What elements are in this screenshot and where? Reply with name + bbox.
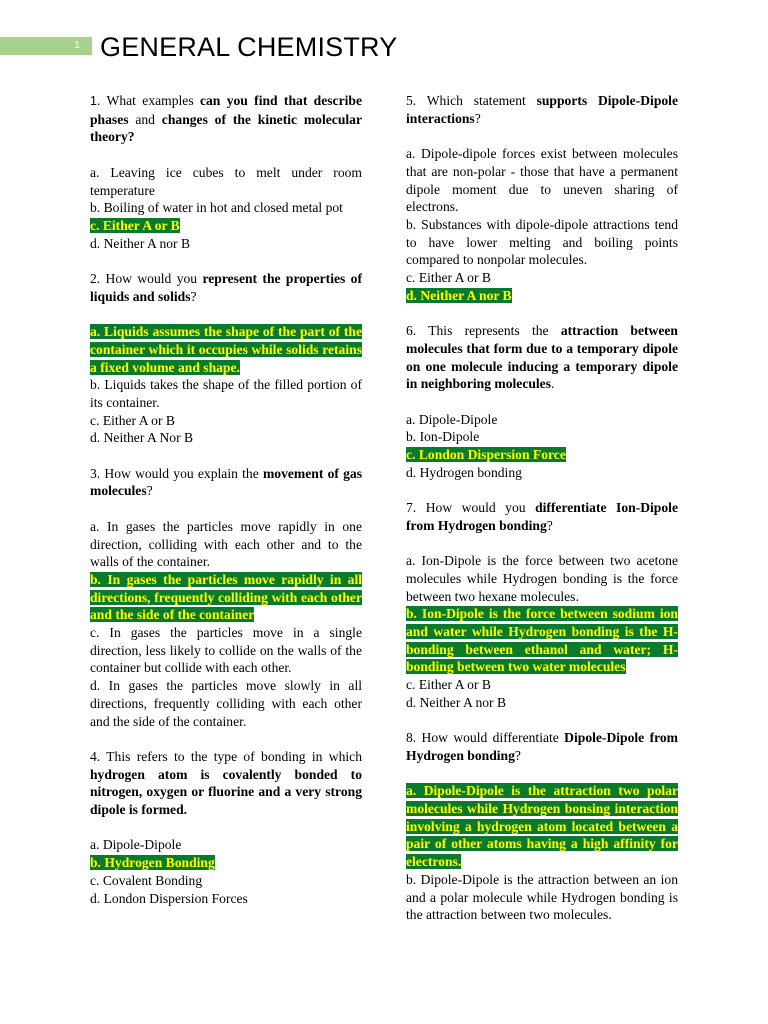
question-8 [406, 729, 678, 924]
question-5-option-b: b. Substances with dipole-dipole attractions tend to have lower melting and boiling points compared to nonpolar molecules. [406, 216, 678, 268]
question-1-option-b: b. Boiling of water in hot and closed metal pot [90, 200, 343, 216]
question-3-option-c: c. In gases the particles move in a single direction, less likely to collide on the walls of the container but collide with each other. [90, 625, 362, 676]
question-8-stem: 8. How would differentiate Dipole-Dipole from Hydrogen bonding? [406, 730, 679, 763]
question-2-option-c: c. Either A or B [90, 412, 175, 428]
question-8-option-b: b. Dipole-Dipole is the attraction between an ion and a polar molecule while Hydrogen bonding is the attraction between two molecules. [406, 871, 678, 923]
question-4 [90, 748, 362, 907]
question-8-option-a-answer: a. Dipole-Dipole is the attraction two polar molecules while Hydrogen bonsing interaction involving a hydrogen atom located between a pair of other atoms having a high affinity for electrons. [406, 783, 678, 870]
question-3 [90, 465, 362, 731]
question-6-stem: 6. This represents the attraction between molecules that form due to a temporary dipole on one molecule inducing a temporary dipole in neighboring molecules. [406, 323, 678, 392]
page-number: 1 [74, 40, 80, 51]
question-1-stem: 1. What examples can you find that describe phases and changes of the kinetic molecular theory? [90, 93, 362, 145]
question-2 [90, 270, 362, 447]
question-4-option-a: a. Dipole-Dipole [90, 837, 182, 853]
question-3-option-d: d. In gases the particles move slowly in all directions, frequently colliding with each other and the side of the container. [90, 678, 362, 729]
right-column [406, 92, 678, 942]
question-1-option-d: d. Neither A nor B [90, 235, 191, 251]
question-4-option-d: d. London Dispersion Forces [90, 890, 248, 906]
question-5-option-c: c. Either A or B [406, 270, 491, 286]
question-2-option-a-answer: a. Liquids assumes the shape of the part of the container which it occupies while solids retains a fixed volume and shape. [90, 324, 362, 375]
question-3-option-b-answer: b. In gases the particles move rapidly in all directions, frequently colliding with each other and the side of the container [90, 571, 362, 623]
question-2-option-b: b. Liquids takes the shape of the filled portion of its container. [90, 377, 362, 410]
question-5 [406, 92, 678, 304]
question-5-stem: 5. Which statement supports Dipole-Dipole interactions? [406, 93, 678, 126]
question-7-option-b-answer: b. Ion-Dipole is the force between sodium ion and water while Hydrogen bonding is the H-bonding between ethanol and water; H-bonding between two water molecules [406, 606, 678, 675]
question-7 [406, 499, 678, 711]
question-7-option-a: a. Ion-Dipole is the force between two acetone molecules while Hydrogen bonding is the force between two hexane molecules. [406, 553, 678, 604]
left-column [90, 92, 362, 925]
question-4-option-c: c. Covalent Bonding [90, 872, 203, 888]
question-3-option-a: a. In gases the particles move rapidly in one direction, colliding with each other and to the walls of the container. [90, 518, 362, 570]
question-7-option-d: d. Neither A nor B [406, 694, 507, 710]
question-6 [406, 322, 678, 481]
question-5-option-a: a. Dipole-dipole forces exist between molecules that are non-polar - those that have a permanent dipole moment due to uneven sharing of electrons. [406, 146, 678, 215]
question-3-stem: 3. How would you explain the movement of gas molecules? [90, 465, 362, 499]
question-6-option-a: a. Dipole-Dipole [406, 411, 498, 427]
page-title: GENERAL CHEMISTRY [100, 32, 398, 62]
question-1-option-c-answer: c. Either A or B [90, 217, 180, 233]
question-4-stem: 4. This refers to the type of bonding in which hydrogen atom is covalently bonded to nitrogen, oxygen or fluorine and a very strong dipole is formed. [90, 748, 362, 818]
question-5-option-d-answer: d. Neither A nor B [406, 287, 512, 303]
question-2-option-d: d. Neither A Nor B [90, 430, 194, 446]
question-7-option-c: c. Either A or B [406, 677, 491, 693]
question-6-option-b: b. Ion-Dipole [406, 429, 480, 445]
question-4-option-b-answer: b. Hydrogen Bonding [90, 855, 215, 871]
question-6-option-c-answer: c. London Dispersion Force [406, 447, 566, 463]
question-2-stem: 2. How would you represent the properties of liquids and solids? [90, 271, 362, 304]
question-7-stem: 7. How would you differentiate Ion-Dipole from Hydrogen bonding? [406, 500, 678, 533]
question-6-option-d: d. Hydrogen bonding [406, 464, 522, 480]
question-1-option-a: a. Leaving ice cubes to melt under room temperature [90, 164, 362, 198]
question-1 [90, 92, 362, 252]
